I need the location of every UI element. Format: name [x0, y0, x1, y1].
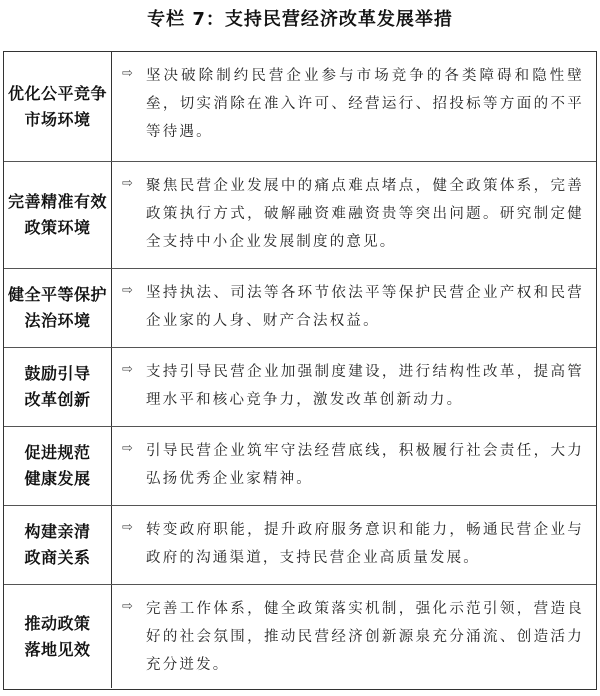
table-row [4, 348, 596, 426]
row-label-line: 法治环境 [24, 311, 91, 330]
row-label [4, 427, 112, 505]
row-label [4, 585, 112, 688]
table-row [4, 585, 596, 688]
row-content [112, 427, 596, 505]
table-row [4, 506, 596, 584]
row-text: 支持引导民营企业加强制度建设，进行结构性改革，提高管理水平和核心竞争力，激发改革创新动力。 [146, 364, 584, 408]
row-text: 坚持执法、司法等各环节依法平等保护民营企业产权和民营企业家的人身、财产合法权益。 [146, 285, 584, 329]
row-text: 转变政府职能，提升政府服务意识和能力，畅通民营企业与政府的沟通渠道，支持民营企业高质量发展。 [146, 522, 584, 566]
row-label-line: 政商关系 [24, 548, 91, 567]
row-label-line: 改革创新 [24, 390, 91, 409]
row-label-line: 促进规范 [24, 443, 91, 462]
row-label-line: 市场环境 [24, 109, 91, 129]
row-label-line: 构建亲清 [24, 522, 91, 541]
row-label-line: 鼓励引导 [24, 364, 91, 383]
arrow-bullet-icon: ⇨ [122, 362, 133, 377]
row-label-line: 推动政策 [24, 613, 91, 633]
document-title: 专栏 7：支持民营经济改革发展举措 [147, 9, 453, 30]
arrow-bullet-icon: ⇨ [122, 599, 133, 614]
row-content [112, 348, 596, 426]
table-row [4, 427, 596, 505]
arrow-bullet-icon: ⇨ [122, 283, 133, 298]
row-content [112, 269, 596, 347]
row-label [4, 348, 112, 426]
table-row [4, 162, 596, 268]
row-text: 聚焦民营企业发展中的痛点难点堵点，健全政策体系，完善政策执行方式，破解融资难融资贵等突出问题。研究制定健全支持中小企业发展制度的意见。 [146, 178, 584, 250]
row-label-line: 健康发展 [24, 469, 91, 488]
row-label [4, 162, 112, 268]
table-row [4, 269, 596, 347]
row-label [4, 52, 112, 161]
row-text: 引导民营企业筑牢守法经营底线，积极履行社会责任，大力弘扬优秀企业家精神。 [146, 443, 584, 487]
arrow-bullet-icon: ⇨ [122, 176, 133, 191]
row-content [112, 162, 596, 268]
row-content [112, 585, 596, 688]
row-content [112, 506, 596, 584]
row-text: 坚决破除制约民营企业参与市场竞争的各类障碍和隐性壁垒，切实消除在准入许可、经营运行、招投标等方面的不平等待遇。 [146, 68, 584, 140]
row-label-line: 健全平等保护 [7, 285, 107, 304]
row-label [4, 269, 112, 347]
measures-table [3, 51, 597, 690]
arrow-bullet-icon: ⇨ [122, 520, 133, 535]
table-row [4, 52, 596, 161]
row-text: 完善工作体系，健全政策落实机制，强化示范引领，营造良好的社会氛围，推动民营经济创新源泉充分涌流、创造活力充分迸发。 [146, 601, 584, 673]
row-label-line: 政策环境 [24, 218, 91, 237]
row-content [112, 52, 596, 161]
row-label-line: 落地见效 [24, 639, 91, 659]
row-label-line: 完善精准有效 [7, 192, 107, 211]
arrow-bullet-icon: ⇨ [122, 66, 133, 81]
row-label [4, 506, 112, 584]
row-label-line: 优化公平竞争 [7, 83, 107, 103]
arrow-bullet-icon: ⇨ [122, 441, 133, 456]
